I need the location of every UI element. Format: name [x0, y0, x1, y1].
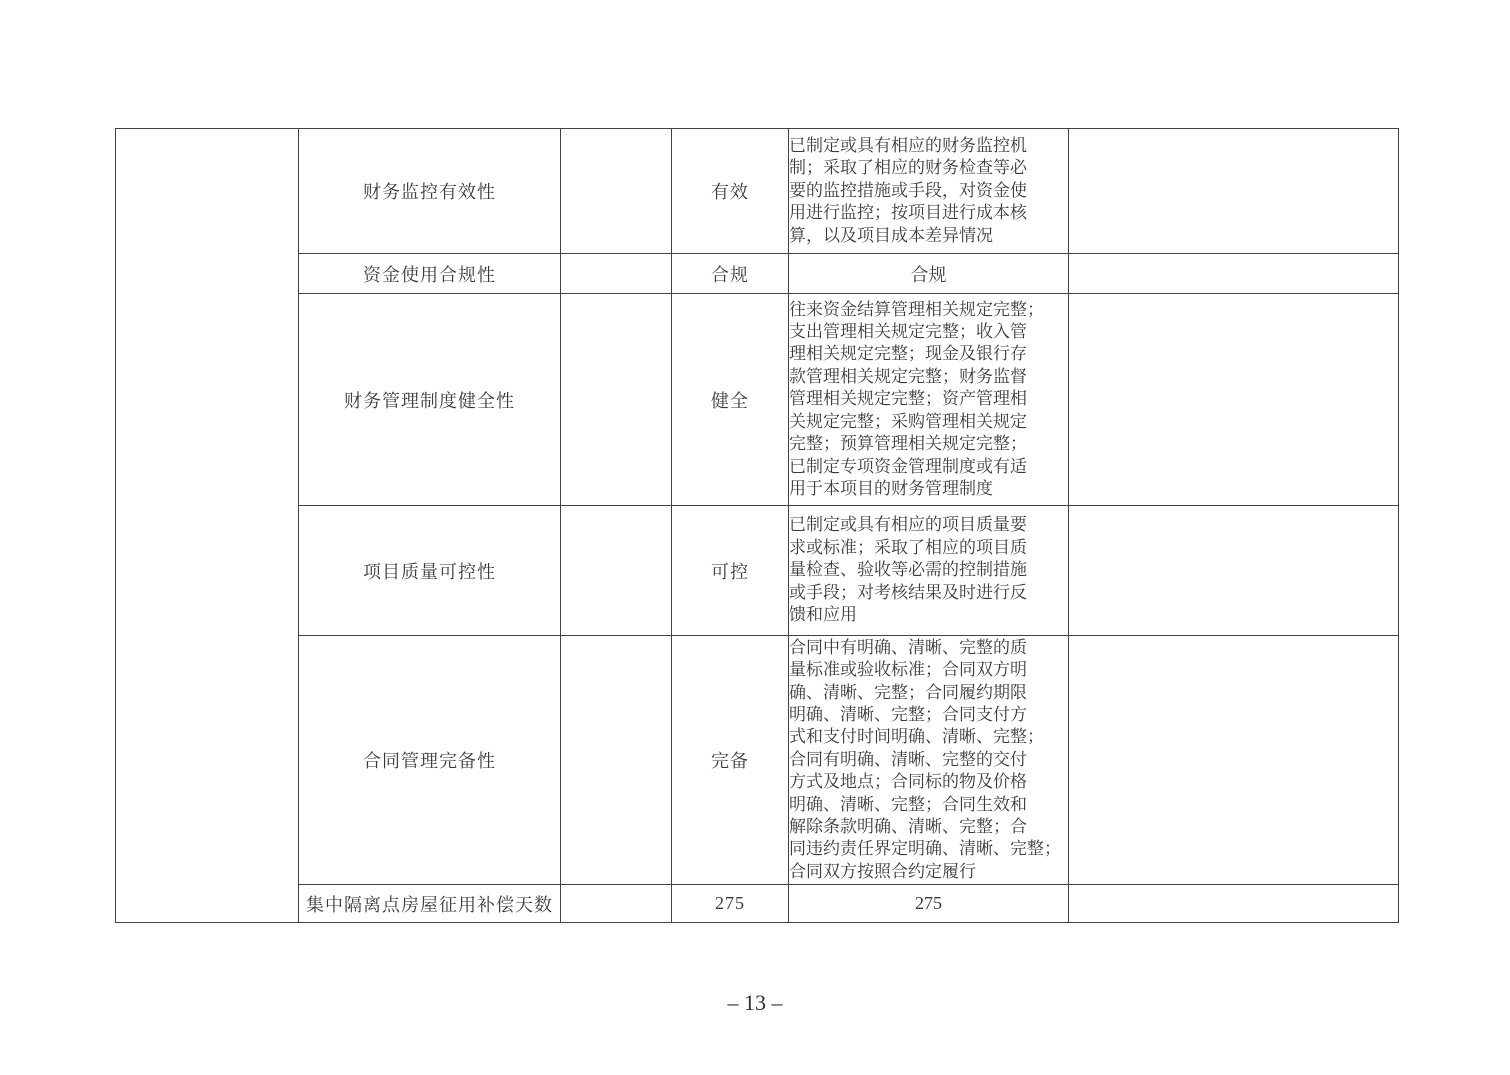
category-spanner-cell	[116, 129, 299, 923]
table-row	[116, 129, 1399, 254]
indicator-description-cell: 合同中有明确、清晰、完整的质 量标准或验收标准；合同双方明 确、清晰、完整；合同履约期限 明确、清晰、完整；合同支付方 式和支付时间明确、清晰、完整； 合同有明确、清晰、完整的交付 方式及地点；合同标的物及价格 明确、清晰、完整；合同生效和 解除条款明确、清晰、完整；合 同违约责任界定明确、清晰、完整； 合同双方按照合约定履行	[789, 636, 1069, 885]
indicator-description-cell: 往来资金结算管理相关规定完整； 支出管理相关规定完整；收入管 理相关规定完整；现金及银行存 款管理相关规定完整；财务监督 管理相关规定完整；资产管理相 关规定完整；采购管理相关规定 完整；预算管理相关规定完整； 已制定专项资金管理制度或有适 用于本项目的财务管理制度	[789, 294, 1069, 506]
indicator-name-cell: 资金使用合规性	[299, 254, 561, 294]
indicator-value-cell: 合规	[672, 254, 789, 294]
indicator-name-cell: 合同管理完备性	[299, 636, 561, 885]
indicator-value-cell: 完备	[672, 636, 789, 885]
table-row	[116, 294, 1399, 506]
indicator-name-cell: 财务管理制度健全性	[299, 294, 561, 506]
indicator-description-cell: 合规	[789, 254, 1069, 294]
indicator-name-cell: 项目质量可控性	[299, 506, 561, 636]
empty-cell	[1069, 129, 1399, 254]
empty-cell	[1069, 885, 1399, 923]
indicator-name-cell: 财务监控有效性	[299, 129, 561, 254]
table-row	[116, 636, 1399, 885]
indicator-value-cell: 可控	[672, 506, 789, 636]
indicator-description-cell: 275	[789, 885, 1069, 923]
empty-cell	[1069, 506, 1399, 636]
indicator-value-cell: 275	[672, 885, 789, 923]
indicator-description-cell: 已制定或具有相应的项目质量要 求或标准；采取了相应的项目质 量检查、验收等必需的控制措施 或手段；对考核结果及时进行反 馈和应用	[789, 506, 1069, 636]
empty-cell	[561, 885, 672, 923]
indicator-value-cell: 健全	[672, 294, 789, 506]
table-row	[116, 885, 1399, 923]
empty-cell	[561, 129, 672, 254]
table-row	[116, 254, 1399, 294]
empty-cell	[1069, 294, 1399, 506]
empty-cell	[1069, 636, 1399, 885]
indicator-value-cell: 有效	[672, 129, 789, 254]
page-number: – 13 –	[727, 990, 783, 1015]
indicator-description-cell: 已制定或具有相应的财务监控机 制；采取了相应的财务检查等必 要的监控措施或手段，对资金使 用进行监控；按项目进行成本核 算，以及项目成本差异情况	[789, 129, 1069, 254]
empty-cell	[561, 294, 672, 506]
empty-cell	[561, 506, 672, 636]
indicator-name-cell: 集中隔离点房屋征用补偿天数	[299, 885, 561, 923]
performance-indicator-table	[115, 128, 1399, 923]
table-row	[116, 506, 1399, 636]
empty-cell	[1069, 254, 1399, 294]
empty-cell	[561, 636, 672, 885]
empty-cell	[561, 254, 672, 294]
